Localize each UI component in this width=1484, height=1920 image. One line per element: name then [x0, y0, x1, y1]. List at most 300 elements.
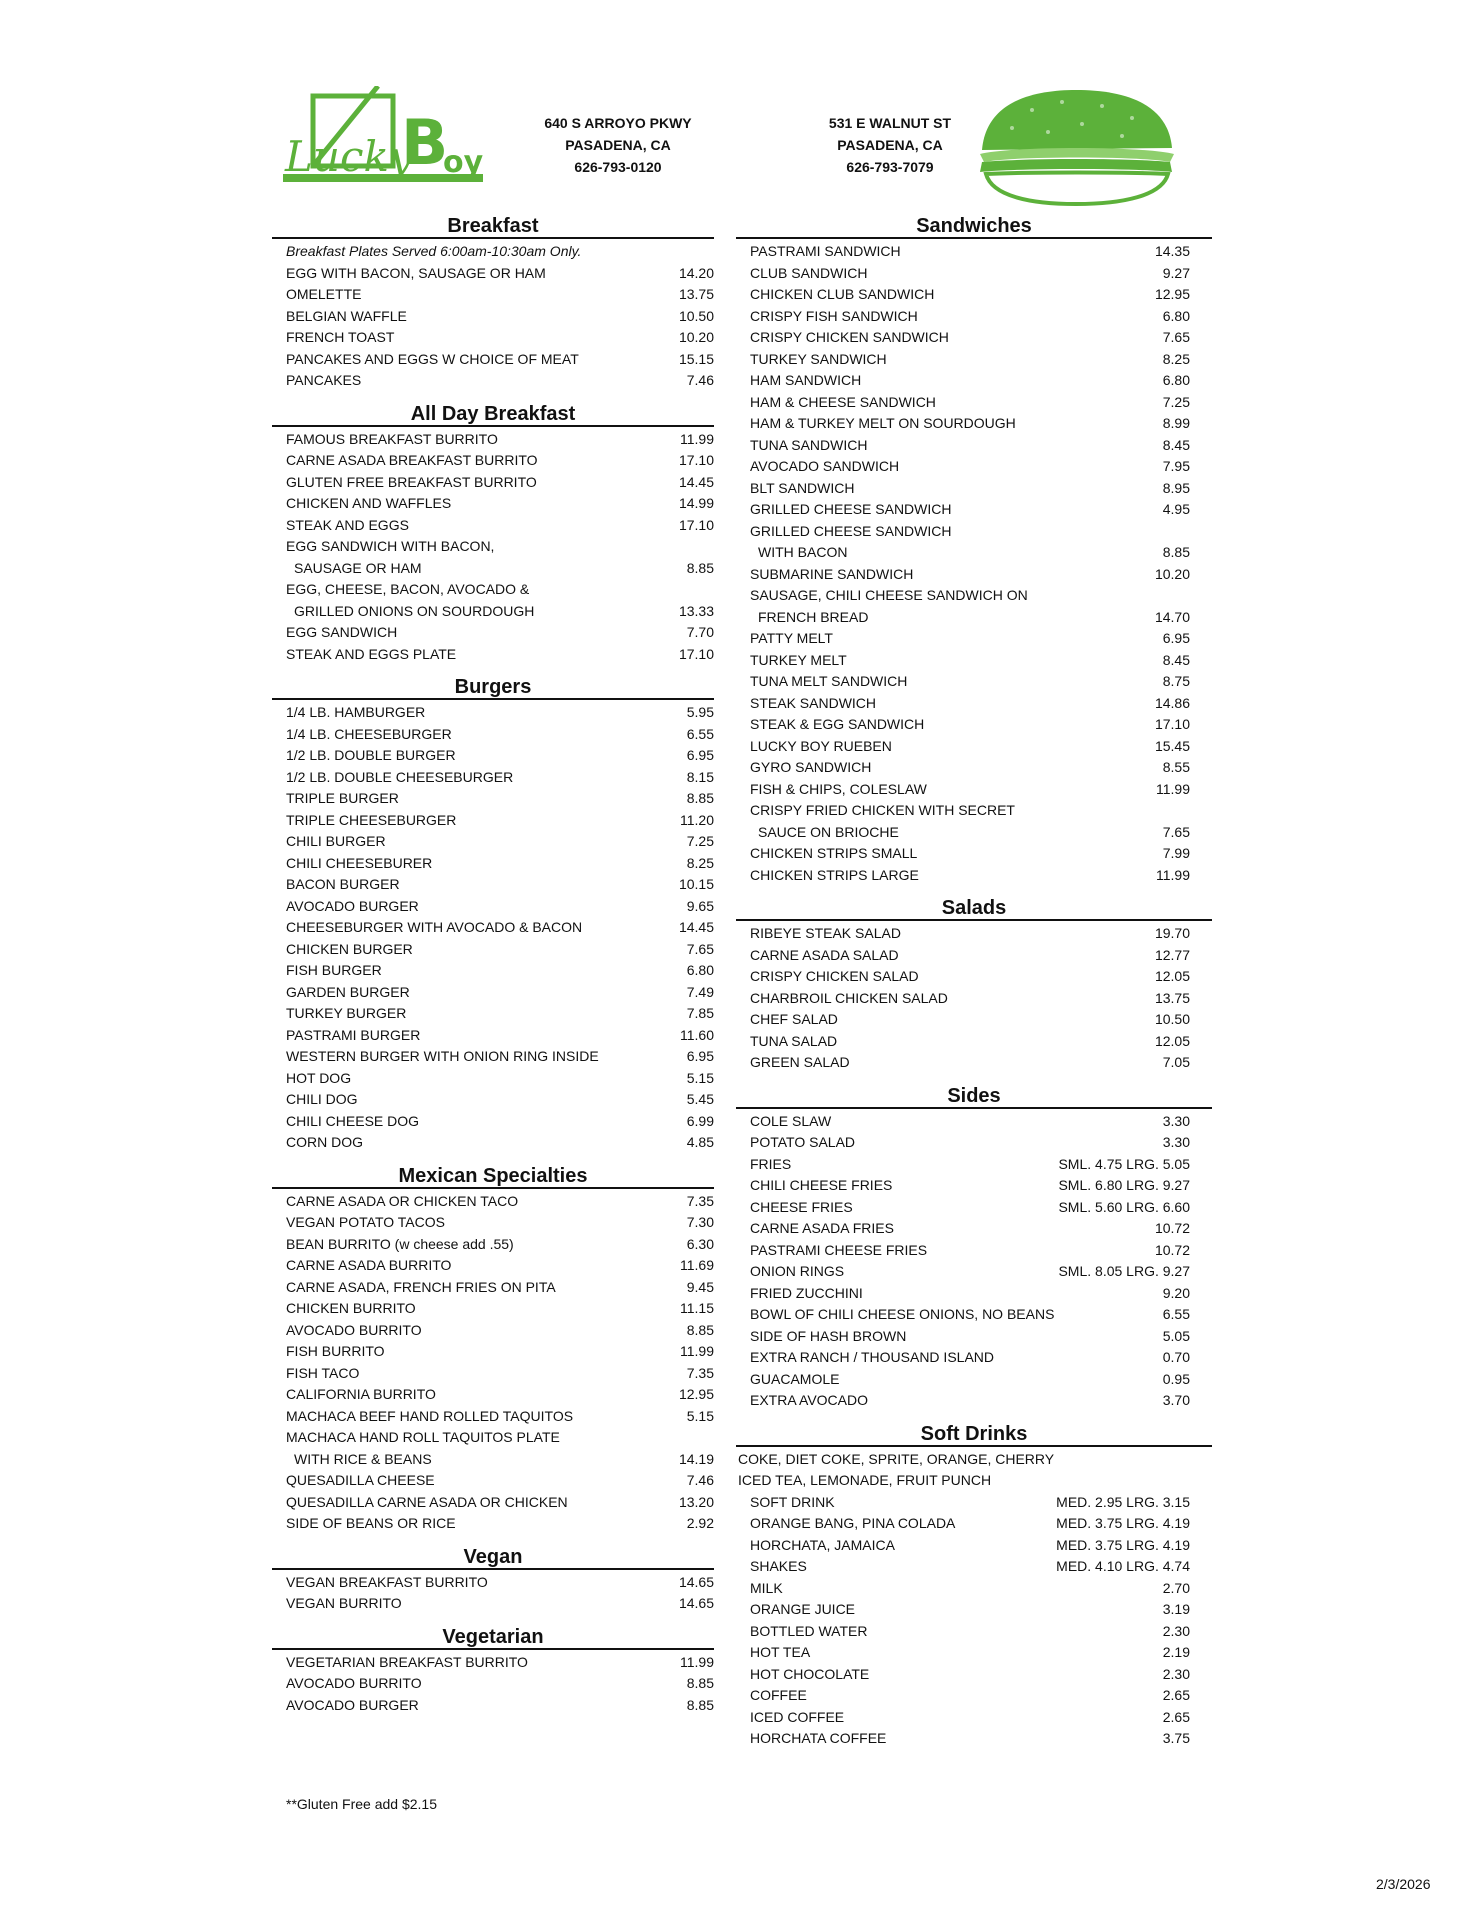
menu-item-price: 7.25: [686, 833, 714, 849]
menu-item-name: CHEESEBURGER WITH AVOCADO & BACON: [286, 919, 583, 935]
menu-item: [736, 1390, 1212, 1412]
menu-item-name: VEGAN BURRITO: [286, 1595, 402, 1611]
menu-item-name: HOT TEA: [750, 1644, 811, 1660]
menu-item: [736, 392, 1212, 414]
menu-item: [272, 1673, 714, 1695]
menu-item: [736, 370, 1212, 392]
section-burgers: [272, 677, 714, 1154]
menu-item-name: SAUCE ON BRIOCHE: [758, 823, 899, 840]
location-2-city: PASADENA, CA: [837, 137, 943, 153]
menu-item: [736, 1513, 1212, 1535]
menu-item: [736, 865, 1212, 887]
menu-item-name: MILK: [750, 1579, 783, 1596]
menu-item: [736, 327, 1212, 349]
menu-item: [736, 1304, 1212, 1326]
menu-item-name: STEAK AND EGGS PLATE: [286, 645, 457, 662]
section-vegan: [272, 1547, 714, 1615]
menu-item: [736, 1347, 1212, 1369]
location-1-street: 640 S ARROYO PKWY: [544, 115, 692, 131]
menu-item-price: 6.95: [1162, 630, 1190, 646]
menu-item-name: AVOCADO BURGER: [286, 897, 419, 914]
menu-item: [272, 1003, 714, 1025]
menu-item: [736, 1578, 1212, 1600]
menu-item-name: BEAN BURRITO (w cheese add .55): [286, 1235, 514, 1252]
menu-item-price: 5.05: [1162, 1327, 1190, 1344]
svg-text:oy: oy: [443, 145, 483, 180]
menu-item: [272, 601, 714, 623]
menu-item-name: STEAK AND EGGS: [286, 516, 409, 533]
menu-item-name: TRIPLE CHEESEBURGER: [286, 811, 457, 828]
menu-item-name: CHILI CHEESEBURER: [286, 854, 433, 871]
menu-item-price: MED. 2.95 LRG. 3.15: [1056, 1493, 1190, 1510]
menu-item-name: GRILLED CHEESE SANDWICH: [750, 522, 952, 539]
menu-item-price: 2.70: [1162, 1579, 1190, 1596]
menu-item: [272, 472, 714, 494]
menu-item-name: HAM & CHEESE SANDWICH: [750, 393, 936, 410]
menu-item-price: 14.45: [678, 473, 714, 490]
section-heading: Vegetarian: [272, 1627, 714, 1650]
menu-item-name: WITH BACON: [758, 544, 848, 560]
menu-item-name: GLUTEN FREE BREAKFAST BURRITO: [286, 473, 537, 490]
menu-item-price: 10.50: [678, 307, 714, 324]
menu-item-name: EGG SANDWICH: [286, 624, 398, 640]
menu-item: [736, 1175, 1212, 1197]
menu-item-name: HAM & TURKEY MELT ON SOURDOUGH: [750, 415, 1016, 431]
menu-item-name: FRIES: [750, 1155, 792, 1172]
menu-item-name: PANCAKES: [286, 372, 362, 388]
menu-item: [736, 478, 1212, 500]
menu-item-name: CORN DOG: [286, 1134, 363, 1150]
menu-item: [272, 724, 714, 746]
menu-item: [736, 1197, 1212, 1219]
menu-item-price: SML. 6.80 LRG. 9.27: [1058, 1177, 1190, 1193]
menu-item: [736, 1492, 1212, 1514]
menu-item: [736, 1470, 1212, 1492]
menu-item-name: RIBEYE STEAK SALAD: [750, 925, 901, 941]
menu-item: [272, 284, 714, 306]
menu-item-price: 7.65: [1162, 823, 1190, 840]
right-menu-column: [736, 216, 1212, 1762]
menu-item: [736, 1240, 1212, 1262]
menu-item: [272, 579, 714, 601]
menu-item: [272, 429, 714, 451]
menu-item-name: GREEN SALAD: [750, 1054, 850, 1070]
menu-item-price: 7.65: [686, 940, 714, 957]
menu-item: [736, 1664, 1212, 1686]
menu-item: [736, 945, 1212, 967]
menu-item: [736, 1111, 1212, 1133]
menu-item: [736, 1535, 1212, 1557]
menu-item-price: 3.30: [1162, 1134, 1190, 1150]
menu-item-name: 1/2 LB. DOUBLE CHEESEBURGER: [286, 768, 514, 785]
menu-item: [272, 1492, 714, 1514]
menu-item-price: 13.33: [678, 602, 714, 619]
menu-item-name: QUESADILLA CHEESE: [286, 1472, 435, 1488]
menu-item: [736, 1031, 1212, 1053]
location-1-city: PASADENA, CA: [565, 137, 671, 153]
menu-item-name: CARNE ASADA SALAD: [750, 946, 899, 963]
menu-item-price: 7.46: [686, 1472, 714, 1488]
menu-item-name: HOT CHOCOLATE: [750, 1665, 870, 1682]
menu-item-price: 8.45: [1162, 436, 1190, 453]
menu-item-price: [654, 241, 714, 263]
menu-item-price: 8.15: [686, 768, 714, 785]
location-1-address: [518, 112, 718, 178]
menu-item-name: GARDEN BURGER: [286, 983, 410, 1000]
menu-item-name: FAMOUS BREAKFAST BURRITO: [286, 430, 498, 447]
menu-item-name: FRENCH TOAST: [286, 329, 395, 345]
menu-item-price: MED. 3.75 LRG. 4.19: [1056, 1515, 1190, 1531]
menu-item-price: 8.75: [1162, 673, 1190, 689]
menu-item: [736, 499, 1212, 521]
menu-item: [272, 1470, 714, 1492]
menu-item-name: LUCKY BOY RUEBEN: [750, 737, 892, 754]
menu-item-price: 8.85: [686, 790, 714, 806]
menu-item: [736, 1685, 1212, 1707]
menu-item-price: 6.30: [686, 1235, 714, 1252]
menu-item-price: 19.70: [1154, 925, 1190, 941]
menu-item-name: CARNE ASADA FRIES: [750, 1220, 894, 1236]
menu-item-name: CHICKEN CLUB SANDWICH: [750, 286, 935, 302]
menu-item-price: 15.45: [1154, 737, 1190, 754]
menu-item-price: 15.15: [678, 350, 714, 367]
menu-item-price: 14.99: [678, 495, 714, 511]
menu-item: [272, 644, 714, 666]
menu-item: [272, 1572, 714, 1594]
menu-item: [272, 493, 714, 515]
menu-item-price: 3.75: [1162, 1730, 1190, 1746]
menu-item-name: CARNE ASADA, FRENCH FRIES ON PITA: [286, 1278, 556, 1295]
menu-item-name: BOWL OF CHILI CHEESE ONIONS, NO BEANS: [750, 1306, 1055, 1322]
menu-item-name: ICED COFFEE: [750, 1708, 845, 1725]
menu-item-name: BELGIAN WAFFLE: [286, 307, 407, 324]
menu-item-name: CARNE ASADA OR CHICKEN TACO: [286, 1192, 519, 1209]
menu-item-price: 0.70: [1162, 1349, 1190, 1365]
menu-item-price: 2.65: [1162, 1687, 1190, 1703]
menu-item: [272, 241, 714, 263]
menu-item-price: 3.19: [1162, 1601, 1190, 1617]
menu-item-price: [1190, 800, 1212, 822]
menu-item-name: BACON BURGER: [286, 876, 400, 892]
menu-item-price: 12.95: [1154, 286, 1190, 302]
menu-item: [736, 521, 1212, 543]
menu-item-name: VEGAN POTATO TACOS: [286, 1214, 445, 1230]
menu-item: [272, 1255, 714, 1277]
section-all-day-breakfast: [272, 404, 714, 666]
menu-item: [272, 1320, 714, 1342]
menu-item-name: EGG SANDWICH WITH BACON,: [286, 538, 495, 554]
menu-item: [272, 1089, 714, 1111]
menu-item: [736, 1326, 1212, 1348]
menu-item-name: ORANGE JUICE: [750, 1601, 856, 1617]
menu-item-price: 4.85: [686, 1134, 714, 1150]
menu-item-price: [1190, 585, 1212, 607]
menu-item: [736, 966, 1212, 988]
menu-item-name: PASTRAMI BURGER: [286, 1026, 421, 1043]
menu-item-name: HORCHATA, JAMAICA: [750, 1536, 895, 1553]
menu-item-price: 2.92: [686, 1515, 714, 1531]
menu-item-name: FISH BURGER: [286, 962, 382, 978]
menu-item: [736, 585, 1212, 607]
menu-item-price: 7.46: [686, 372, 714, 388]
section-mexican-specialties: [272, 1166, 714, 1535]
menu-item-price: 11.15: [680, 1300, 714, 1316]
menu-item: [272, 263, 714, 285]
menu-item: [272, 1593, 714, 1615]
menu-item: [736, 306, 1212, 328]
menu-item: [272, 788, 714, 810]
menu-item-name: BOTTLED WATER: [750, 1622, 868, 1639]
menu-item-price: 7.99: [1162, 845, 1190, 861]
menu-header: [0, 86, 1484, 206]
menu-item-price: 12.95: [678, 1386, 714, 1402]
menu-item-price: 10.72: [1154, 1241, 1190, 1258]
menu-item: [272, 831, 714, 853]
menu-item: [736, 456, 1212, 478]
section-soft-drinks: [736, 1424, 1212, 1750]
section-heading: Breakfast: [272, 216, 714, 239]
menu-item-price: 13.75: [1154, 989, 1190, 1006]
menu-item-name: EGG, CHEESE, BACON, AVOCADO &: [286, 581, 530, 597]
menu-item-name: CLUB SANDWICH: [750, 264, 868, 281]
menu-item-name: CHILI CHEESE FRIES: [750, 1177, 893, 1193]
menu-item-name: CHARBROIL CHICKEN SALAD: [750, 989, 948, 1006]
menu-item-price: 6.80: [686, 962, 714, 978]
menu-item-price: 6.80: [1162, 372, 1190, 388]
menu-item-price: 7.70: [686, 624, 714, 640]
menu-item-name: HOT DOG: [286, 1069, 352, 1086]
menu-item-price: MED. 4.10 LRG. 4.74: [1056, 1558, 1190, 1574]
menu-item-name: CHICKEN BURGER: [286, 940, 413, 957]
menu-item-name: COFFEE: [750, 1687, 807, 1703]
menu-item-name: HAM SANDWICH: [750, 372, 862, 388]
menu-item-name: AVOCADO BURRITO: [286, 1675, 422, 1691]
menu-item-price: 2.19: [1162, 1644, 1190, 1660]
menu-item-name: VEGAN BREAKFAST BURRITO: [286, 1573, 488, 1590]
menu-item-name: TRIPLE BURGER: [286, 790, 399, 806]
menu-item-name: FRENCH BREAD: [758, 608, 869, 625]
menu-item: [736, 564, 1212, 586]
menu-item-name: CHICKEN AND WAFFLES: [286, 495, 452, 511]
menu-item-price: [1190, 1470, 1212, 1492]
menu-item-name: Breakfast Plates Served 6:00am-10:30am Only.: [286, 243, 582, 259]
menu-item: [736, 1707, 1212, 1729]
menu-item-name: TURKEY MELT: [750, 651, 847, 668]
menu-item: [272, 917, 714, 939]
menu-item-price: [654, 579, 714, 601]
menu-item-price: 6.55: [1162, 1306, 1190, 1322]
menu-item: [736, 263, 1212, 285]
menu-item: [736, 1261, 1212, 1283]
menu-item: [272, 1068, 714, 1090]
svg-text:Lucky: Lucky: [285, 132, 413, 181]
section-heading: Mexican Specialties: [272, 1166, 714, 1189]
menu-item: [272, 1695, 714, 1717]
menu-item: [272, 1652, 714, 1674]
menu-item-price: 5.95: [686, 704, 714, 720]
menu-item-price: 11.20: [680, 811, 714, 828]
section-heading: Burgers: [272, 677, 714, 700]
menu-item-name: CHEF SALAD: [750, 1011, 838, 1027]
menu-item: [272, 306, 714, 328]
menu-item-name: SIDE OF HASH BROWN: [750, 1327, 907, 1344]
menu-item-name: EXTRA RANCH / THOUSAND ISLAND: [750, 1349, 995, 1365]
menu-item-name: VEGETARIAN BREAKFAST BURRITO: [286, 1653, 528, 1670]
menu-item-name: TUNA MELT SANDWICH: [750, 673, 908, 689]
menu-item-price: 10.72: [1154, 1220, 1190, 1236]
menu-item-price: 11.99: [680, 430, 714, 447]
menu-item: [272, 558, 714, 580]
menu-item: [736, 1369, 1212, 1391]
menu-item-price: 14.19: [678, 1450, 714, 1467]
menu-item: [272, 1363, 714, 1385]
menu-item: [272, 1513, 714, 1535]
menu-item-price: 17.10: [678, 452, 714, 468]
menu-item-price: 7.25: [1162, 393, 1190, 410]
menu-item: [736, 349, 1212, 371]
section-heading: Sandwiches: [736, 216, 1212, 239]
menu-item: [272, 896, 714, 918]
menu-item-price: 8.55: [1162, 759, 1190, 775]
menu-item-name: SIDE OF BEANS OR RICE: [286, 1515, 456, 1531]
menu-item-name: CHILI DOG: [286, 1091, 358, 1107]
menu-item: [272, 745, 714, 767]
menu-item-price: 13.20: [678, 1493, 714, 1510]
gluten-free-note: **Gluten Free add $2.15: [286, 1796, 437, 1812]
menu-item-price: 9.65: [686, 897, 714, 914]
menu-item-price: 11.60: [680, 1026, 714, 1043]
menu-item-name: SUBMARINE SANDWICH: [750, 565, 914, 582]
svg-text:B: B: [401, 106, 449, 179]
menu-item-name: QUESADILLA CARNE ASADA OR CHICKEN: [286, 1493, 568, 1510]
menu-item-name: SOFT DRINK: [750, 1493, 835, 1510]
menu-item: [736, 435, 1212, 457]
menu-item-price: 10.20: [678, 329, 714, 345]
menu-item-name: TUNA SANDWICH: [750, 436, 868, 453]
menu-item: [736, 1642, 1212, 1664]
menu-item: [272, 767, 714, 789]
menu-item-name: SAUSAGE OR HAM: [294, 559, 422, 576]
menu-item-price: 9.27: [1162, 264, 1190, 281]
menu-item-name: PATTY MELT: [750, 630, 833, 646]
menu-item-price: 8.85: [686, 559, 714, 576]
menu-item-price: [1190, 521, 1212, 543]
menu-item-price: SML. 5.60 LRG. 6.60: [1058, 1198, 1190, 1215]
location-2-street: 531 E WALNUT ST: [828, 115, 952, 131]
menu-item-price: 14.65: [678, 1595, 714, 1611]
menu-item-price: 8.45: [1162, 651, 1190, 668]
menu-item: [272, 370, 714, 392]
menu-item-name: SAUSAGE, CHILI CHEESE SANDWICH ON: [750, 587, 1028, 603]
menu-item-price: 3.30: [1162, 1112, 1190, 1129]
location-1-phone: 626-793-0120: [574, 159, 662, 175]
menu-item: [736, 1449, 1212, 1471]
menu-item: [736, 1728, 1212, 1750]
menu-item: [736, 650, 1212, 672]
menu-item: [272, 1111, 714, 1133]
menu-item-price: 14.20: [678, 264, 714, 281]
section-heading: Soft Drinks: [736, 1424, 1212, 1447]
menu-item-name: CARNE ASADA BURRITO: [286, 1257, 452, 1273]
menu-item: [736, 628, 1212, 650]
menu-item-price: 8.95: [1162, 479, 1190, 496]
menu-item-price: 12.05: [1154, 1032, 1190, 1049]
menu-item: [736, 757, 1212, 779]
menu-item: [272, 1427, 714, 1449]
menu-item-name: PASTRAMI CHEESE FRIES: [750, 1241, 928, 1258]
menu-item: [736, 241, 1212, 263]
menu-item: [272, 982, 714, 1004]
menu-item: [272, 1298, 714, 1320]
menu-item-price: 7.30: [686, 1214, 714, 1230]
menu-item-name: SHAKES: [750, 1558, 807, 1574]
menu-item-price: 8.25: [1162, 350, 1190, 367]
menu-item-price: 2.30: [1162, 1622, 1190, 1639]
menu-item: [272, 1449, 714, 1471]
menu-item-name: CRISPY FRIED CHICKEN WITH SECRET: [750, 802, 1015, 818]
menu-item-price: 17.10: [678, 516, 714, 533]
menu-item-price: 2.65: [1162, 1708, 1190, 1725]
menu-item-price: 7.95: [1162, 458, 1190, 474]
menu-item-name: CHEESE FRIES: [750, 1198, 853, 1215]
menu-item-name: POTATO SALAD: [750, 1134, 856, 1150]
section-salads: [736, 898, 1212, 1074]
menu-item: [736, 542, 1212, 564]
menu-item-name: 1/2 LB. DOUBLE BURGER: [286, 747, 456, 763]
menu-item: [272, 327, 714, 349]
menu-item: [736, 1283, 1212, 1305]
menu-item: [272, 874, 714, 896]
menu-item-price: 6.99: [686, 1112, 714, 1129]
menu-item-price: 11.99: [680, 1343, 714, 1359]
menu-item-price: [1190, 1449, 1212, 1471]
menu-item-price: 14.35: [1154, 243, 1190, 259]
menu-item-name: CHILI CHEESE DOG: [286, 1112, 420, 1129]
menu-item-price: 5.45: [686, 1091, 714, 1107]
menu-item-price: 7.85: [686, 1005, 714, 1021]
menu-item-name: STEAK & EGG SANDWICH: [750, 716, 925, 732]
section-sides: [736, 1086, 1212, 1412]
menu-item-price: 9.45: [686, 1278, 714, 1295]
menu-item-name: AVOCADO BURRITO: [286, 1321, 422, 1338]
menu-item: [736, 923, 1212, 945]
menu-item: [736, 413, 1212, 435]
menu-item: [272, 1046, 714, 1068]
menu-item-price: 17.10: [1154, 716, 1190, 732]
menu-item-price: 11.99: [1156, 780, 1190, 797]
menu-item-name: ORANGE BANG, PINA COLADA: [750, 1515, 956, 1531]
menu-item-name: COLE SLAW: [750, 1112, 832, 1129]
lucky-boy-logo: [283, 86, 483, 198]
menu-item: [272, 1191, 714, 1213]
menu-item: [272, 536, 714, 558]
menu-item: [736, 1154, 1212, 1176]
location-2-address: [790, 112, 990, 178]
menu-item-name: TUNA SALAD: [750, 1032, 838, 1049]
menu-item-price: 10.50: [1154, 1011, 1190, 1027]
section-heading: All Day Breakfast: [272, 404, 714, 427]
menu-item-name: 1/4 LB. HAMBURGER: [286, 704, 426, 720]
menu-item: [736, 1621, 1212, 1643]
menu-item-name: TURKEY BURGER: [286, 1005, 407, 1021]
menu-item-name: GUACAMOLE: [750, 1370, 840, 1387]
section-breakfast: [272, 216, 714, 392]
menu-item: [736, 779, 1212, 801]
menu-item-price: [654, 1427, 714, 1449]
menu-item-price: SML. 4.75 LRG. 5.05: [1058, 1155, 1190, 1172]
menu-item-price: 12.05: [1154, 968, 1190, 984]
menu-item: [272, 960, 714, 982]
